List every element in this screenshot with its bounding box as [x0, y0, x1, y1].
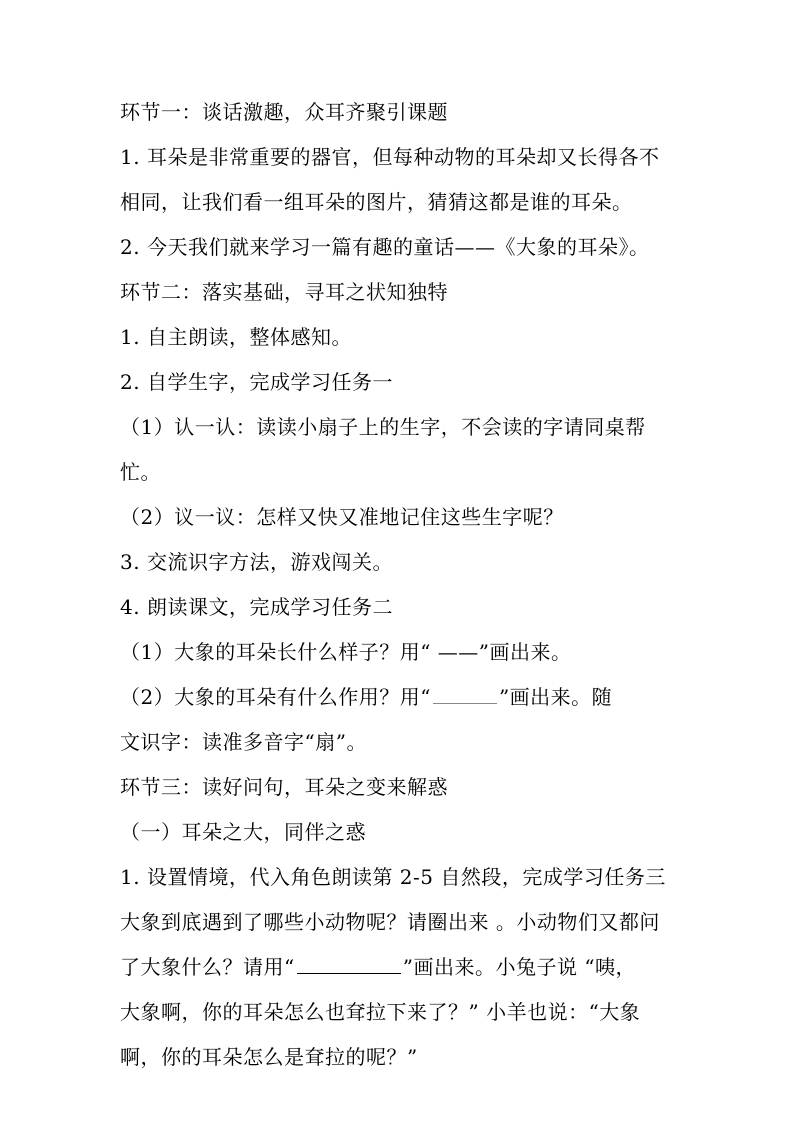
- paragraph-line: 啊，你的耳朵怎么是耷拉的呢？”: [120, 1045, 418, 1069]
- underline-blank: [297, 972, 401, 974]
- paragraph-line: 文识字：读准多音字“扇”。: [120, 730, 367, 754]
- line-text-after: ”画出来。小兔子说 “咦，: [402, 955, 637, 979]
- paragraph-line: 1. 设置情境，代入角色朗读第 2-5 自然段，完成学习任务三: [120, 865, 666, 889]
- line-text-before: （2）大象的耳朵有什么作用？用“: [120, 685, 431, 709]
- paragraph-line: 1. 自主朗读，整体感知。: [120, 325, 352, 349]
- section-heading-2: 环节二：落实基础，寻耳之状知独特: [120, 280, 448, 304]
- paragraph-line: 忙。: [120, 460, 161, 484]
- paragraph-line: （1）大象的耳朵长什么样子？用“ ——”画出来。: [120, 640, 572, 664]
- paragraph-line-with-blank: [120, 683, 720, 711]
- section-heading-3: 环节三：读好问句，耳朵之变来解惑: [120, 775, 448, 799]
- paragraph-line: 4. 朗读课文，完成学习任务二: [120, 595, 393, 619]
- line-text-before: 了大象什么？请用“: [120, 955, 295, 979]
- paragraph-line: 1. 耳朵是非常重要的器官，但每种动物的耳朵却又长得各不: [120, 145, 660, 169]
- paragraph-line: 大象啊，你的耳朵怎么也耷拉下来了？” 小羊也说：“大象: [120, 1000, 641, 1024]
- underline-blank: [433, 702, 497, 704]
- paragraph-line: 3. 交流识字方法，游戏闯关。: [120, 550, 393, 574]
- paragraph-line-with-blank: [120, 953, 720, 981]
- paragraph-line: （1）认一认：读读小扇子上的生字，不会读的字请同桌帮: [120, 415, 646, 439]
- subsection-heading: （一）耳朵之大，同伴之惑: [120, 820, 366, 844]
- paragraph-line: 2. 今天我们就来学习一篇有趣的童话——《大象的耳朵》。: [120, 235, 650, 259]
- section-heading-1: 环节一：谈话激趣，众耳齐聚引课题: [120, 100, 448, 124]
- paragraph-line: 2. 自学生字，完成学习任务一: [120, 370, 393, 394]
- paragraph-line: 大象到底遇到了哪些小动物呢？请圈出来 。小动物们又都问: [120, 910, 660, 934]
- paragraph-line: 相同，让我们看一组耳朵的图片，猜猜这都是谁的耳朵。: [120, 190, 633, 214]
- line-text-after: ”画出来。随: [498, 685, 613, 709]
- paragraph-line: （2）议一议：怎样又快又准地记住这些生字呢？: [120, 505, 564, 529]
